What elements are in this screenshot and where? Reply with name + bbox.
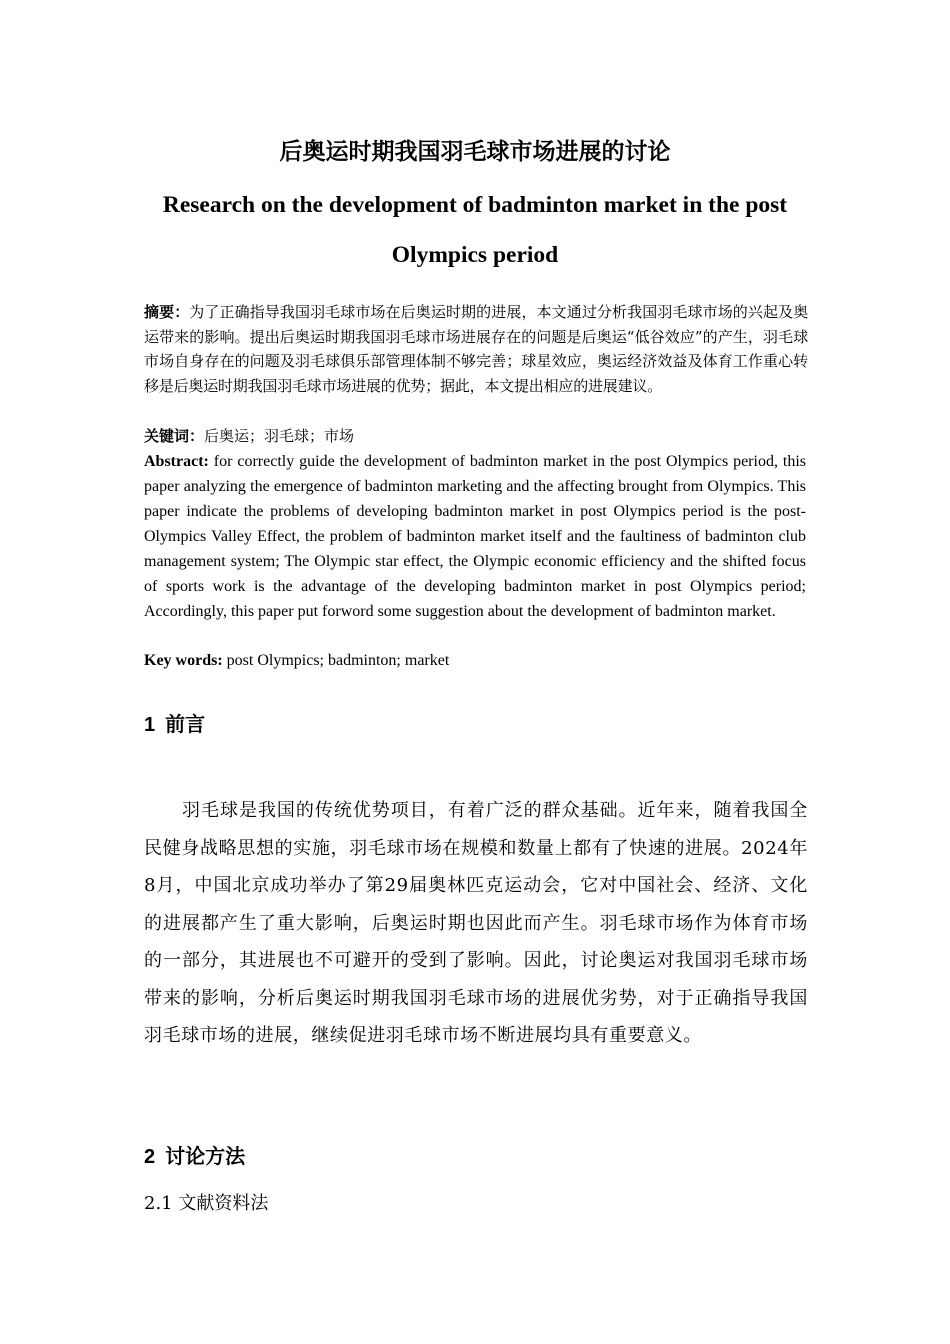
abstract-chinese-text: 为了正确指导我国羽毛球市场在后奥运时期的进展，本文通过分析我国羽毛球市场的兴起及奥运带来的影响。提出后奥运时期我国羽毛球市场进展存在的问题是后奥运“低谷效应”的产生，羽毛球市场自身存在的问题及羽毛球俱乐部管理体制不够完善；球星效应，奥运经济效益及体育工作重心转移是后奥运时期我国羽毛球市场进展的优势；据此，本文提出相应的进展建议。 xyxy=(144,303,808,395)
section-title: 讨论方法 xyxy=(165,1144,246,1168)
section-1-paragraph: 羽毛球是我国的传统优势项目，有着广泛的群众基础。近年来，随着我国全民健身战略思想的实施，羽毛球市场在规模和数量上都有了快速的进展。2024年8月，中国北京成功举办了第29届奥林匹克运动会，它对中国社会、经济、文化的进展都产生了重大影响，后奥运时期也因此而产生。羽毛球市场作为体育市场的一部分，其进展也不可避开的受到了影响。因此，讨论奥运对我国羽毛球市场带来的影响，分析后奥运时期我国羽毛球市场的进展优劣势，对于正确指导我国羽毛球市场的进展，继续促进羽毛球市场不断进展均具有重要意义。 xyxy=(144,800,808,1046)
keywords-english-text: post Olympics; badminton; market xyxy=(222,652,450,669)
keywords-english xyxy=(144,648,806,673)
section-number: 2 xyxy=(144,1146,156,1168)
keywords-english-label: Key words: xyxy=(144,652,223,669)
abstract-chinese xyxy=(144,300,808,398)
section-number: 1 xyxy=(144,714,156,736)
keywords-chinese-text: 后奥运；羽毛球；市场 xyxy=(204,427,355,445)
section-heading-1 xyxy=(144,710,205,739)
section-heading-2 xyxy=(144,1142,245,1171)
section-title: 前言 xyxy=(165,712,206,736)
abstract-english-text: for correctly guide the development of badminton market in the post Olympics period, this paper analyzing the emergence of badminton marketing and the affecting brought from Olympics. This paper indicate the problems of developing badminton market in post Olympics period is the post-Olympics Valley Effect, the problem of badminton market itself and the faultiness of badminton club management system; The Olympic star effect, the Olympic economic efficiency and the shifted focus of sports work is the advantage of the developing badminton market in post Olympics period; Accordingly, this paper put forword some suggestion about the development of badminton market. xyxy=(144,453,806,620)
keywords-chinese xyxy=(144,424,808,448)
subsection-heading: 2.1 文献资料法 xyxy=(144,1193,269,1214)
abstract-english-label: Abstract: xyxy=(144,453,209,470)
title-english: Research on the development of badminton market in the post Olympics period xyxy=(162,192,788,268)
abstract-chinese-label: 摘要： xyxy=(144,303,190,321)
abstract-english xyxy=(144,449,806,624)
keywords-chinese-label: 关键词： xyxy=(144,427,205,445)
title-chinese: 后奥运时期我国羽毛球市场进展的讨论 xyxy=(279,139,671,165)
